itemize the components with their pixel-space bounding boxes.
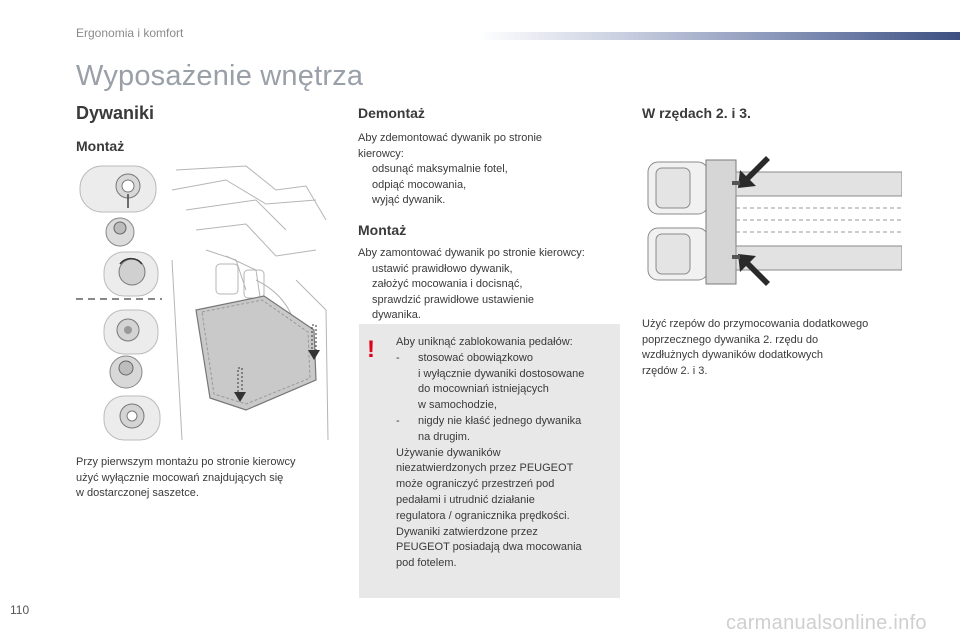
list-item [358, 262, 620, 278]
caption-line: w dostarczonej saszetce. [76, 487, 199, 499]
warning-item-line: do mocowniań istniejących [418, 383, 549, 396]
warning-paragraph-line: pod fotelem. [396, 557, 457, 570]
heading-dywaniki: Dywaniki [76, 103, 155, 123]
warning-paragraph-line: Używanie dywaników [396, 446, 501, 459]
warning-paragraph-line: regulatora / ogranicznika prędkości. [396, 509, 570, 522]
heading-demontaz: Demontaż [358, 105, 425, 121]
rows-text-line: rzędów 2. i 3. [642, 364, 708, 377]
header-gradient-bar [478, 32, 960, 40]
rows-text-line: Użyć rzepów do przymocowania dodatkowego [642, 318, 869, 330]
fixing-step-4-icon [104, 396, 160, 440]
removal-step: wyjąć dywanik. [372, 194, 446, 206]
transverse-mat [706, 160, 736, 284]
list-item [396, 351, 614, 414]
removal-intro: Aby zdemontować dywanik po stronie [358, 132, 543, 144]
fixing-clip-icon [106, 218, 134, 246]
seat-row-2-icon [648, 162, 708, 280]
list-item [358, 178, 608, 194]
list-item [358, 162, 608, 178]
floor-mat-fixing-illustration [76, 160, 334, 445]
fixing-step-1-icon [80, 166, 156, 212]
rear-rows-mats-illustration [642, 150, 902, 292]
warning-item-line: na drugim. [418, 430, 470, 443]
warning-text [396, 335, 614, 572]
warning-item-line: i wyłącznie dywaniki dostosowane [418, 367, 585, 380]
bullet-mark [358, 293, 372, 309]
warning-paragraph-line: pedałami i utrudnić działanie [396, 493, 535, 506]
longitudinal-mats [736, 172, 902, 270]
warning-paragraph-line: Dywaniki zatwierdzone przez [396, 525, 538, 538]
removal-step: odsunąć maksymalnie fotel, [372, 163, 508, 175]
bullet-mark [358, 162, 372, 178]
warning-item-line: w samochodzie, [418, 399, 497, 412]
dash-mark: - [396, 351, 400, 364]
page-number: 110 [10, 603, 30, 617]
fixing-knob-icon [110, 356, 142, 388]
removal-intro: kierowcy: [358, 147, 404, 160]
caption-first-mounting [76, 455, 346, 502]
mounting-instructions [358, 246, 620, 324]
watermark: carmanualsonline.info [726, 612, 927, 634]
mounting-step-cont: dywanika. [372, 309, 421, 321]
mounting-step: ustawić prawidłowo dywanik, [372, 262, 513, 275]
bullet-mark [358, 193, 372, 209]
mounting-step: sprawdzić prawidłowe ustawienie [372, 293, 535, 306]
warning-item-line: nigdy nie kłaść jednego dywanika [418, 414, 582, 427]
rows-text-line: wzdłużnych dywaników dodatkowych [642, 349, 823, 361]
rows-text-line: poprzecznego dywanika 2. rzędu do [642, 333, 819, 346]
list-item [396, 414, 614, 446]
fixing-step-2-icon [104, 252, 158, 296]
floor-mat-shape [196, 296, 316, 410]
bullet-mark [358, 262, 372, 278]
warning-paragraph-line: może ograniczyć przestrzeń pod [396, 478, 555, 491]
mounting-step: założyć mocowania i docisnąć, [372, 278, 523, 290]
list-item [358, 277, 620, 293]
list-item [358, 193, 608, 209]
warning-exclamation-icon: ! [367, 336, 375, 363]
section-header: Ergonomia i komfort [76, 26, 184, 40]
mounting-intro: Aby zamontować dywanik po stronie kierowcy: [358, 247, 585, 259]
list-item [358, 293, 620, 309]
warning-box [359, 324, 620, 598]
heading-montaz-left: Montaż [76, 138, 125, 154]
removal-step: odpiąć mocowania, [372, 178, 467, 191]
heading-rows-2-3: W rzędach 2. i 3. [642, 105, 751, 121]
warning-paragraph-line: PEUGEOT posiadają dwa mocowania [396, 541, 582, 554]
page-title: Wyposażenie wnętrza [76, 60, 364, 92]
caption-line: Przy pierwszym montażu po stronie kierowcy [76, 456, 296, 468]
fixing-step-3-icon [104, 310, 158, 354]
warning-paragraph-line: niezatwierdzonych przez PEUGEOT [396, 462, 574, 475]
warning-intro: Aby uniknąć zablokowania pedałów: [396, 336, 573, 348]
rows-instructions [642, 317, 932, 379]
floor-lines [736, 208, 902, 232]
removal-instructions [358, 131, 608, 209]
list-item [358, 308, 620, 324]
caption-line: użyć wyłącznie mocowań znajdujących się [76, 471, 284, 484]
bullet-mark [358, 277, 372, 293]
dash-mark: - [396, 414, 400, 427]
heading-montaz: Montaż [358, 222, 407, 238]
bullet-mark [358, 178, 372, 194]
warning-item-line: stosować obowiązkowo [418, 351, 533, 364]
